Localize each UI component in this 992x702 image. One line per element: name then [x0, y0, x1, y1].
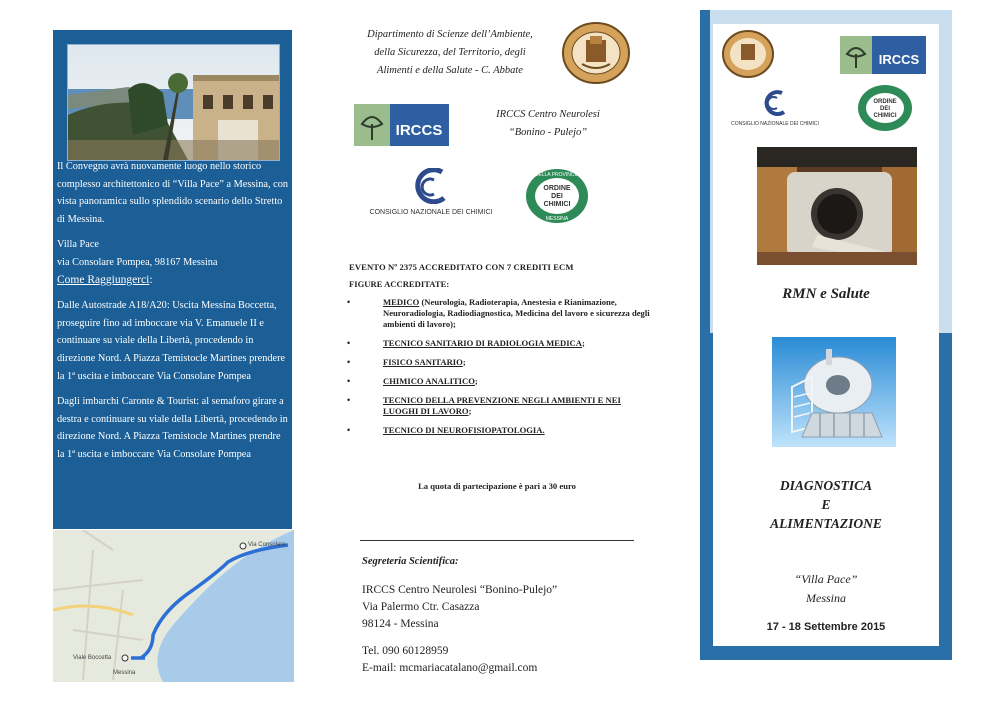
left-body — [53, 158, 292, 464]
map-label-city: Messina — [113, 670, 136, 676]
irccs-logo-small — [840, 36, 926, 79]
ordine-chimici-logo-small — [857, 84, 913, 137]
department-name: Dipartimento di Scienze dell’Ambiente, della Sicurezza, del Territorio, degli Alimenti e della Salute - C. Abbate — [367, 29, 533, 76]
map-label-end: Viale Boccetta — [73, 655, 112, 661]
irccs-logo — [354, 104, 449, 146]
how-to-reach-link: Come Raggiungerci — [57, 273, 150, 286]
cover-title: RMN e Salute — [782, 286, 870, 302]
figure-item: • TECNICO SANITARIO DI RADIOLOGIA MEDICA; — [347, 338, 585, 348]
event-dates: 17 - 18 Settembre 2015 — [766, 621, 886, 633]
ordine-bottom-text: MESSINA — [545, 216, 569, 222]
cover-venue: “Villa Pace” Messina — [794, 572, 858, 605]
ordine-chimici-logo — [525, 168, 589, 229]
directions-port: Dagli imbarchi Caronte & Tourist: al semaforo girare a destra e continuare su viale della Libertà, procedendo in direzione Nord. A Piazza Temistocle Martines prendre la 1ª uscita e imboccare Via Consolare Pompea — [57, 396, 288, 460]
svg-text:CHIMICI: CHIMICI — [873, 113, 897, 119]
svg-text:DEI: DEI — [879, 106, 891, 112]
figure-item: • MEDICO (Neurologia, Radioterapia, Anestesia e Rianimazione, Neuroradiologia, Radiodiagnostica, Medicina del lavoro e sicurezza degli ambienti di lavoro); — [347, 297, 650, 329]
irccs-name: IRCCS Centro Neurolesi “Bonino - Pulejo” — [496, 109, 600, 138]
university-seal-logo-small — [722, 30, 774, 83]
mri-machine-image — [772, 337, 896, 447]
directions-highway: Dalle Autostrade A18/A20: Uscita Messina Boccetta, proseguire fino ad imboccare via V. Emanuele II e continuare su viale della Libertà, procedendo in direzione Nord. A Piazza Temistocle Martines prendere la 1ª uscita e imboccare Via Consolare Pompea — [57, 300, 286, 382]
figure-item: • TECNICO DELLA PREVENZIONE NEGLI AMBIENTI E NEI LUOGHI DI LAVORO; — [347, 395, 621, 416]
mri-room-photo — [757, 147, 917, 265]
phone-number: Tel. 090 60128959 — [362, 645, 449, 657]
figure-item: • CHIMICO ANALITICO; — [347, 376, 478, 386]
secretariat-contact — [362, 643, 537, 677]
route-map — [53, 530, 294, 682]
svg-text:IRCCS: IRCCS — [878, 52, 920, 67]
ordine-top-text: DELLA PROVINCIA — [534, 172, 580, 178]
svg-text:ORDINE: ORDINE — [543, 185, 571, 192]
map-label-start: Via Consolare — [248, 542, 286, 548]
how-to-reach-heading: Come Raggiungerci: — [57, 273, 153, 286]
venue-name: Villa Pace — [57, 239, 99, 251]
participation-fee: La quota di partecipazione è pari a 30 euro — [418, 481, 576, 491]
svg-text:IRCCS: IRCCS — [395, 122, 443, 139]
cnc-logo-small: CONSIGLIO NAZIONALE DEI CHIMICI — [728, 90, 822, 127]
figure-item: • FISICO SANITARIO; — [347, 357, 466, 367]
secretariat-title: Segreteria Scientifica: — [362, 556, 459, 567]
figure-item: • TECNICO DI NEUROFISIOPATOLOGIA. — [347, 425, 545, 435]
svg-text:ORDINE: ORDINE — [873, 99, 897, 105]
svg-text:DEI: DEI — [551, 193, 563, 200]
venue-intro: Il Convegno avrà nuovamente luogo nello storico complesso architettonico di “Villa Pace” a Messina, con vista panoramica sullo splendido scenario dello Stretto di Messina. — [57, 161, 288, 225]
cnc-logo — [362, 168, 500, 216]
divider — [360, 540, 634, 541]
event-accreditation: EVENTO Nº 2375 ACCREDITATO CON 7 CREDITI ECM — [349, 262, 574, 272]
cover-subtitle: DIAGNOSTICA E ALIMENTAZIONE — [770, 478, 882, 531]
villa-pace-photo — [67, 44, 280, 161]
accredited-figures-list — [345, 297, 650, 444]
university-seal-logo — [562, 22, 630, 89]
left-panel — [53, 30, 292, 529]
cnc-label: CONSIGLIO NAZIONALE DEI CHIMICI — [369, 209, 493, 216]
figures-title: FIGURE ACCREDITATE: — [349, 279, 450, 289]
secretariat-address: IRCCS Centro Neurolesi “Bonino-Pulejo” Via Palermo Ctr. Casazza 98124 - Messina — [362, 584, 558, 630]
email-address[interactable]: E-mail: mcmariacatalano@gmail.com — [362, 662, 538, 674]
venue-address: via Consolare Pompea, 98167 Messina — [57, 256, 218, 268]
svg-text:CHIMICI: CHIMICI — [543, 201, 571, 208]
